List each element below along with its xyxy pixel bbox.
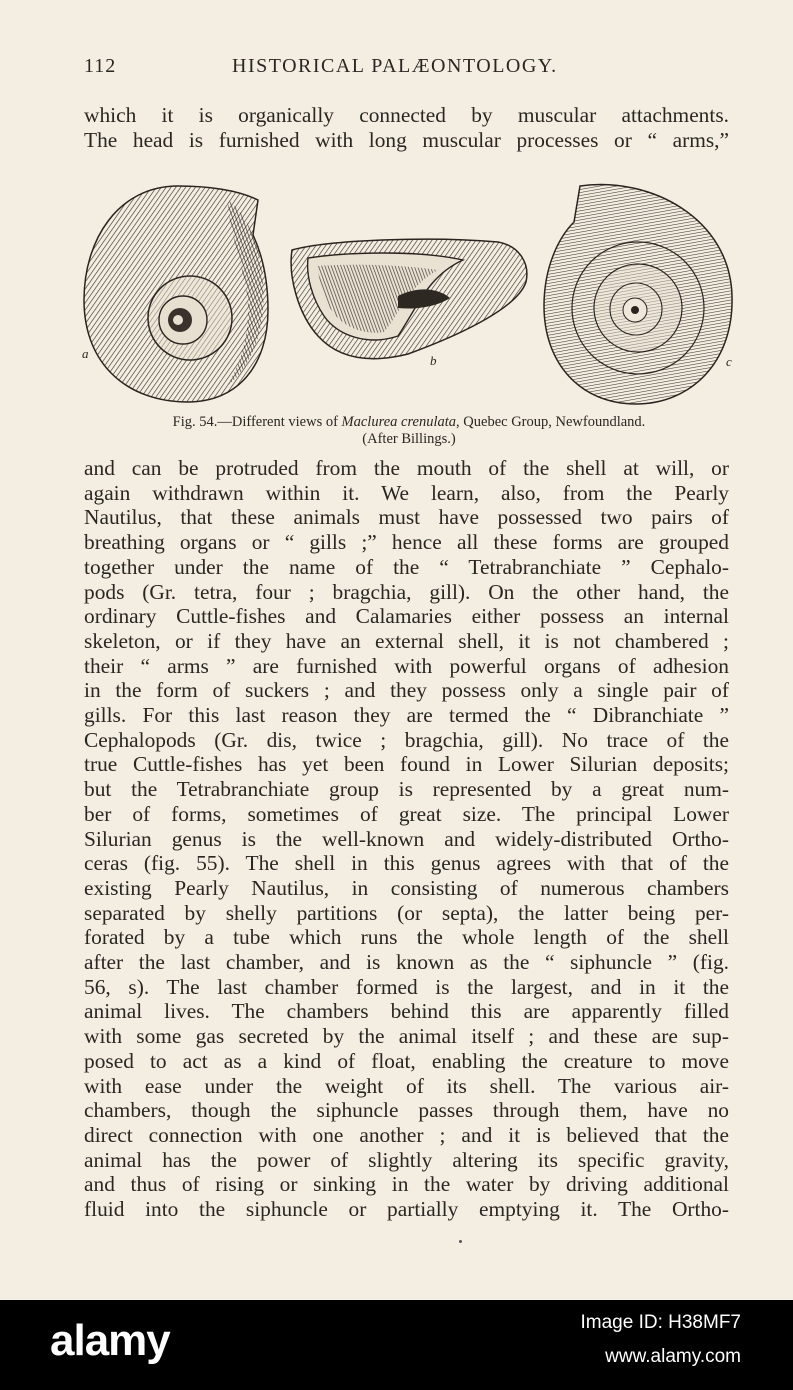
text-line: after the last chamber, and is known as the “ siphuncle ” (fig.	[84, 950, 729, 975]
text-line: existing Pearly Nautilus, in consisting of numerous chambers	[84, 875, 729, 900]
watermark-banner	[0, 1300, 793, 1390]
text-line: direct connection with one another ; and it is believed that the	[84, 1122, 729, 1147]
text-line: but the Tetrabranchiate group is represented by a great num-	[84, 777, 729, 802]
page-header	[84, 55, 729, 85]
text-line: chambers, though the siphuncle passes through them, have no	[84, 1098, 729, 1123]
text-line: again withdrawn within it. We learn, also, from the Pearly	[84, 480, 729, 505]
caption-line-1: Fig. 54.—Different views of Maclurea crenulata, Quebec Group, Newfoundland.	[172, 414, 646, 430]
shell-view-c-illustration	[540, 178, 736, 406]
alamy-logo: alamy	[50, 1316, 170, 1365]
text-line: true Cuttle-fishes has yet been found in Lower Silurian deposits;	[84, 752, 729, 777]
text-line: gills. For this last reason they are termed the “ Dibranchiate ”	[84, 703, 729, 728]
text-line: forated by a tube which runs the whole length of the shell	[84, 925, 729, 950]
text-line: with some gas secreted by the animal itself ; and these are sup-	[84, 1024, 729, 1049]
text-line: with ease under the weight of its shell. The various air-	[84, 1073, 729, 1098]
text-line: fluid into the siphuncle or partially emptying it. The Ortho-	[84, 1197, 729, 1222]
figure-label-c: c	[726, 354, 732, 369]
text-line: Nautilus, that these animals must have possessed two pairs of	[84, 505, 729, 530]
page-number: 112	[84, 55, 117, 77]
figure-label-a: a	[82, 346, 89, 361]
text-line: The head is furnished with long muscular processes or “ arms,”	[84, 127, 729, 152]
text-line: and can be protruded from the mouth of the shell at will, or	[84, 456, 729, 480]
image-id: Image ID: H38MF7	[580, 1312, 741, 1333]
figure-54	[78, 178, 738, 410]
shell-view-a-illustration	[78, 180, 278, 408]
running-title: HISTORICAL PALÆONTOLOGY.	[232, 55, 558, 77]
text-line: Silurian genus is the well-known and widely-distributed Ortho-	[84, 826, 729, 851]
text-line: skeleton, or if they have an external shell, it is not chambered ;	[84, 628, 729, 653]
text-line: Cephalopods (Gr. dis, twice ; bragchia, gill). No trace of the	[84, 727, 729, 752]
figure-caption	[84, 414, 734, 448]
text-line: together under the name of the “ Tetrabranchiate ” Cephalo-	[84, 554, 729, 579]
text-line: their “ arms ” are furnished with powerful organs of adhesion	[84, 653, 729, 678]
paragraph-top	[84, 103, 729, 152]
caption-species: Maclurea crenulata	[341, 414, 457, 430]
watermark-url: www.alamy.com	[605, 1346, 741, 1367]
text-line: ber of forms, sometimes of great size. The principal Lower	[84, 801, 729, 826]
text-line: which it is organically connected by muscular attachments.	[84, 103, 729, 127]
text-line: separated by shelly partitions (or septa), the latter being per-	[84, 900, 729, 925]
text-line: animal lives. The chambers behind this are apparently filled	[84, 999, 729, 1024]
text-line: in the form of suckers ; and they possess only a single pair of	[84, 678, 729, 703]
paragraph-body	[84, 456, 729, 1222]
text-line: ordinary Cuttle-fishes and Calamaries either possess an internal	[84, 604, 729, 629]
text-line: 56, s). The last chamber formed is the largest, and in it the	[84, 974, 729, 999]
text-line: ceras (fig. 55). The shell in this genus agrees with that of the	[84, 851, 729, 876]
shell-view-b-illustration	[288, 236, 533, 364]
text-line: and thus of rising or sinking in the water by driving additional	[84, 1172, 729, 1197]
text-line: animal has the power of slightly altering its specific gravity,	[84, 1147, 729, 1172]
text-line: pods (Gr. tetra, four ; bragchia, gill). On the other hand, the	[84, 579, 729, 604]
caption-line-2: (After Billings.)	[362, 431, 456, 447]
text-line: breathing organs or “ gills ;” hence all these forms are grouped	[84, 530, 729, 555]
text-line: posed to act as a kind of float, enabling the creature to move	[84, 1048, 729, 1073]
figure-label-b: b	[430, 353, 437, 368]
print-speck	[459, 1240, 462, 1243]
